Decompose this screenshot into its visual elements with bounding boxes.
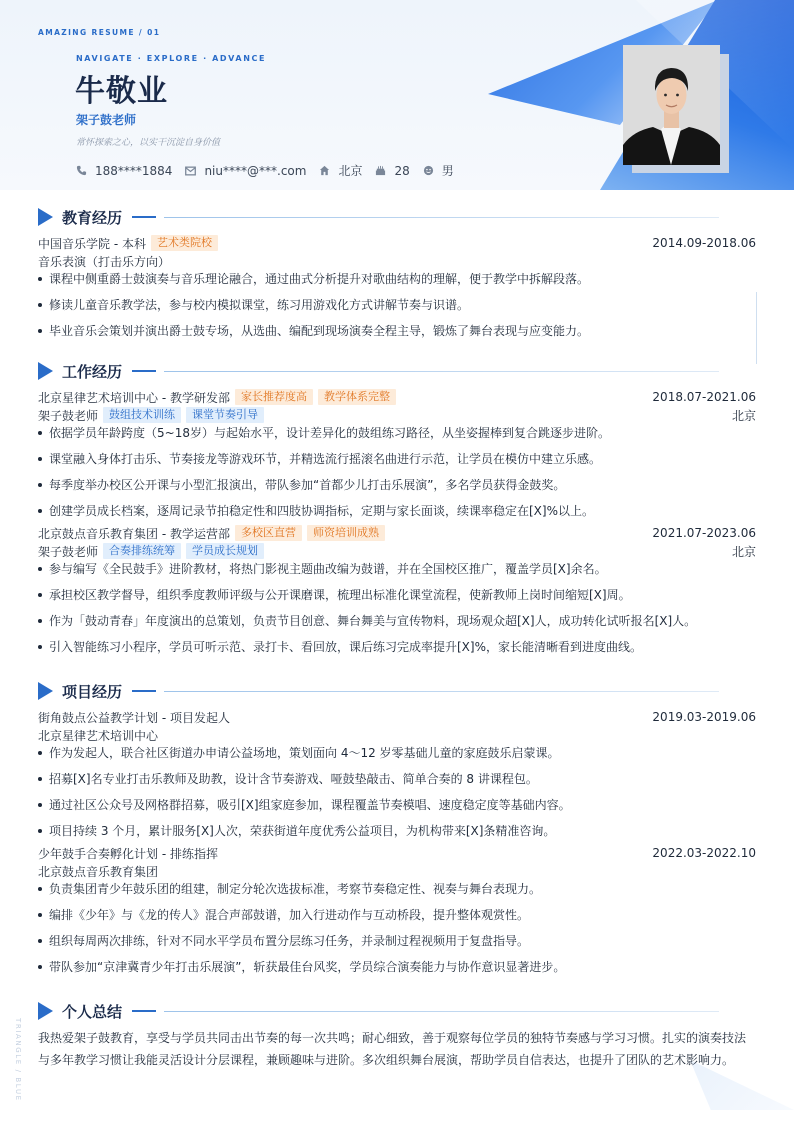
job-title: 架子鼓老师 <box>76 113 137 127</box>
heading-divider <box>164 1011 719 1012</box>
job-date: 2018.07-2021.06 <box>652 390 756 404</box>
job-date: 2021.07-2023.06 <box>652 526 756 540</box>
triangle-icon <box>38 362 53 380</box>
header-kicker: AMAZING RESUME / 01 <box>38 28 161 37</box>
job-location: 北京 <box>731 408 756 423</box>
gender-icon <box>423 165 434 176</box>
section-title: 教育经历 <box>62 208 123 227</box>
company-name: 北京鼓点音乐教育集团 - 教学运营部 <box>38 526 230 541</box>
job-bullet: 参与编写《全民鼓手》进阶教材，将热门影视主题曲改编为鼓谱，并在全国校区推广，覆盖学员[X]余名。 <box>38 560 756 586</box>
work-heading <box>38 361 756 381</box>
mail-icon <box>185 166 196 176</box>
heading-dash <box>132 690 156 692</box>
project-org: 北京鼓点音乐教育集团 <box>38 864 159 879</box>
contact-city <box>319 162 362 179</box>
project-bullet: 负责集团青少年鼓乐团的组建，制定分轮次选拔标准，考察节奏稳定性、视奏与舞台表现力。 <box>38 880 756 906</box>
education-heading <box>38 207 756 227</box>
project-org-row <box>38 862 756 880</box>
company-tag: 师资培训成熟 <box>307 525 385 541</box>
role-tag: 学员成长规划 <box>186 543 264 559</box>
company-tag: 教学体系完整 <box>318 389 396 405</box>
education-section <box>38 207 756 344</box>
triangle-icon <box>38 1002 53 1020</box>
company-name: 北京星律艺术培训中心 - 教学研发部 <box>38 390 230 405</box>
role-tag: 课堂节奏引导 <box>186 407 264 423</box>
home-icon <box>319 165 330 176</box>
project-bullet: 组织每周两次排练，针对不同水平学员布置分层练习任务，并录制过程视频用于复盘指导。 <box>38 932 756 958</box>
contact-gender <box>423 162 454 179</box>
city-text: 北京 <box>338 164 363 178</box>
job-header <box>38 388 756 406</box>
triangle-icon <box>38 208 53 226</box>
profile-photo <box>623 45 720 165</box>
project-name: 街角鼓点公益教学计划 - 项目发起人 <box>38 710 230 725</box>
school-name: 中国音乐学院 - 本科 <box>38 236 146 251</box>
job-entry <box>38 388 756 524</box>
job-role: 架子鼓老师 <box>38 408 99 423</box>
project-bullet: 项目持续 3 个月，累计服务[X]人次，荣获街道年度优秀公益项目，为机构带来[X]条精准咨询。 <box>38 822 756 844</box>
job-bullet: 依据学员年龄跨度（5~18岁）与起始水平，设计差异化的鼓组练习路径，从坐姿握棒到复合跳逐步进阶。 <box>38 424 756 450</box>
major: 音乐表演（打击乐方向） <box>38 254 171 269</box>
project-org-row <box>38 726 756 744</box>
project-entry <box>38 844 756 980</box>
job-bullet: 创建学员成长档案，逐周记录节拍稳定性和四肢协调指标，定期与家长面谈，续课率稳定在[X]%以上。 <box>38 502 756 524</box>
email-text: niu****@***.com <box>204 163 307 178</box>
work-section <box>38 361 756 660</box>
education-bullet: 毕业音乐会策划并演出爵士鼓专场，从选曲、编配到现场演奏全程主导，锻炼了舞台表现与应变能力。 <box>38 322 756 344</box>
job-role-row <box>38 406 756 424</box>
heading-divider <box>164 217 719 218</box>
gender-text: 男 <box>441 164 454 178</box>
heading-dash <box>132 370 156 372</box>
contact-info <box>76 162 467 179</box>
header-slogan: NAVIGATE · EXPLORE · ADVANCE <box>76 54 267 63</box>
job-bullet: 每季度举办校区公开课与小型汇报演出，带队参加“首都少儿打击乐展演”，多名学员获得金鼓奖。 <box>38 476 756 502</box>
summary-heading <box>38 1001 756 1021</box>
job-header <box>38 524 756 542</box>
heading-divider <box>164 371 719 372</box>
cake-icon <box>375 165 386 176</box>
heading-divider <box>164 691 719 692</box>
summary-section <box>38 1001 756 1071</box>
section-title: 工作经历 <box>62 362 123 381</box>
education-bullet: 修读儿童音乐教学法，参与校内模拟课堂，练习用游戏化方式讲解节奏与识谱。 <box>38 296 756 322</box>
motto: 常怀探索之心，以实干沉淀自身价值 <box>76 138 221 148</box>
job-bullet: 课堂融入身体打击乐、节奏接龙等游戏环节，并精选流行摇滚名曲进行示范，让学员在模仿中建立乐感。 <box>38 450 756 476</box>
side-divider <box>756 292 757 364</box>
project-date: 2019.03-2019.06 <box>652 710 756 724</box>
section-title: 个人总结 <box>62 1002 123 1021</box>
job-entry <box>38 524 756 660</box>
company-tag: 家长推荐度高 <box>235 389 313 405</box>
project-bullet: 招募[X]名专业打击乐教师及助教，设计含节奏游戏、哑鼓垫敲击、简单合奏的 8 讲课程包。 <box>38 770 756 796</box>
job-role: 架子鼓老师 <box>38 544 99 559</box>
projects-section <box>38 681 756 980</box>
contact-email <box>185 164 306 178</box>
project-org: 北京星律艺术培训中心 <box>38 728 159 743</box>
job-bullet: 承担校区教学督导，组织季度教师评级与公开课磨课，梳理出标准化课堂流程，使新教师上岗时间缩短[X]周。 <box>38 586 756 612</box>
education-bullet: 课程中侧重爵士鼓演奏与音乐理论融合，通过曲式分析提升对歌曲结构的理解，便于教学中拆解段落。 <box>38 270 756 296</box>
project-header <box>38 708 756 726</box>
project-entry <box>38 708 756 844</box>
section-title: 项目经历 <box>62 682 123 701</box>
project-header <box>38 844 756 862</box>
resume-header <box>0 0 794 190</box>
contact-phone <box>76 164 172 178</box>
role-tag: 鼓组技术训练 <box>103 407 181 423</box>
job-location: 北京 <box>731 544 756 559</box>
education-entry-header <box>38 234 756 252</box>
summary-text: 我热爱架子鼓教育，享受与学员共同击出节奏的每一次共鸣；耐心细致，善于观察每位学员的独特节奏感与学习习惯。扎实的演奏技法与多年教学习惯让我能灵活设计分层课程，兼顾趣味与进阶。多次组织舞台展演，帮助学员自信表达，也提升了团队的艺术影响力。 <box>38 1031 747 1067</box>
education-major-row <box>38 252 756 270</box>
school-tag: 艺术类院校 <box>151 235 218 251</box>
company-tag: 多校区直营 <box>235 525 302 541</box>
age-text: 28 <box>394 163 410 178</box>
heading-dash <box>132 1010 156 1012</box>
phone-text: 188****1884 <box>95 163 173 178</box>
project-bullet: 作为发起人，联合社区街道办申请公益场地，策划面向 4～12 岁零基础儿童的家庭鼓乐启蒙课。 <box>38 744 756 770</box>
triangle-icon <box>38 682 53 700</box>
job-role-row <box>38 542 756 560</box>
role-tag: 合奏排练统筹 <box>103 543 181 559</box>
side-watermark: TRIANGLE / BLUE <box>14 1018 22 1102</box>
projects-heading <box>38 681 756 701</box>
person-name: 牛敬业 <box>75 74 168 109</box>
project-date: 2022.03-2022.10 <box>652 846 756 860</box>
phone-icon <box>76 165 87 176</box>
education-date: 2014.09-2018.06 <box>652 236 756 250</box>
project-name: 少年鼓手合奏孵化计划 - 排练指挥 <box>38 846 218 861</box>
project-bullet: 通过社区公众号及网格群招募，吸引[X]组家庭参加，课程覆盖节奏模唱、速度稳定度等基础内容。 <box>38 796 756 822</box>
job-bullet: 作为「鼓动青春」年度演出的总策划，负责节目创意、舞台舞美与宣传物料，现场观众超[X]人，成功转化试听报名[X]人。 <box>38 612 756 638</box>
job-bullet: 引入智能练习小程序，学员可听示范、录打卡、看回放，课后练习完成率提升[X]%，家长能清晰看到进度曲线。 <box>38 638 756 660</box>
project-bullet: 编排《少年》与《龙的传人》混合声部鼓谱，加入行进动作与互动桥段，提升整体观赏性。 <box>38 906 756 932</box>
heading-dash <box>132 216 156 218</box>
contact-age <box>375 164 409 178</box>
project-bullet: 带队参加“京津冀青少年打击乐展演”，斩获最佳台风奖，学员综合演奏能力与协作意识显著进步。 <box>38 958 756 980</box>
